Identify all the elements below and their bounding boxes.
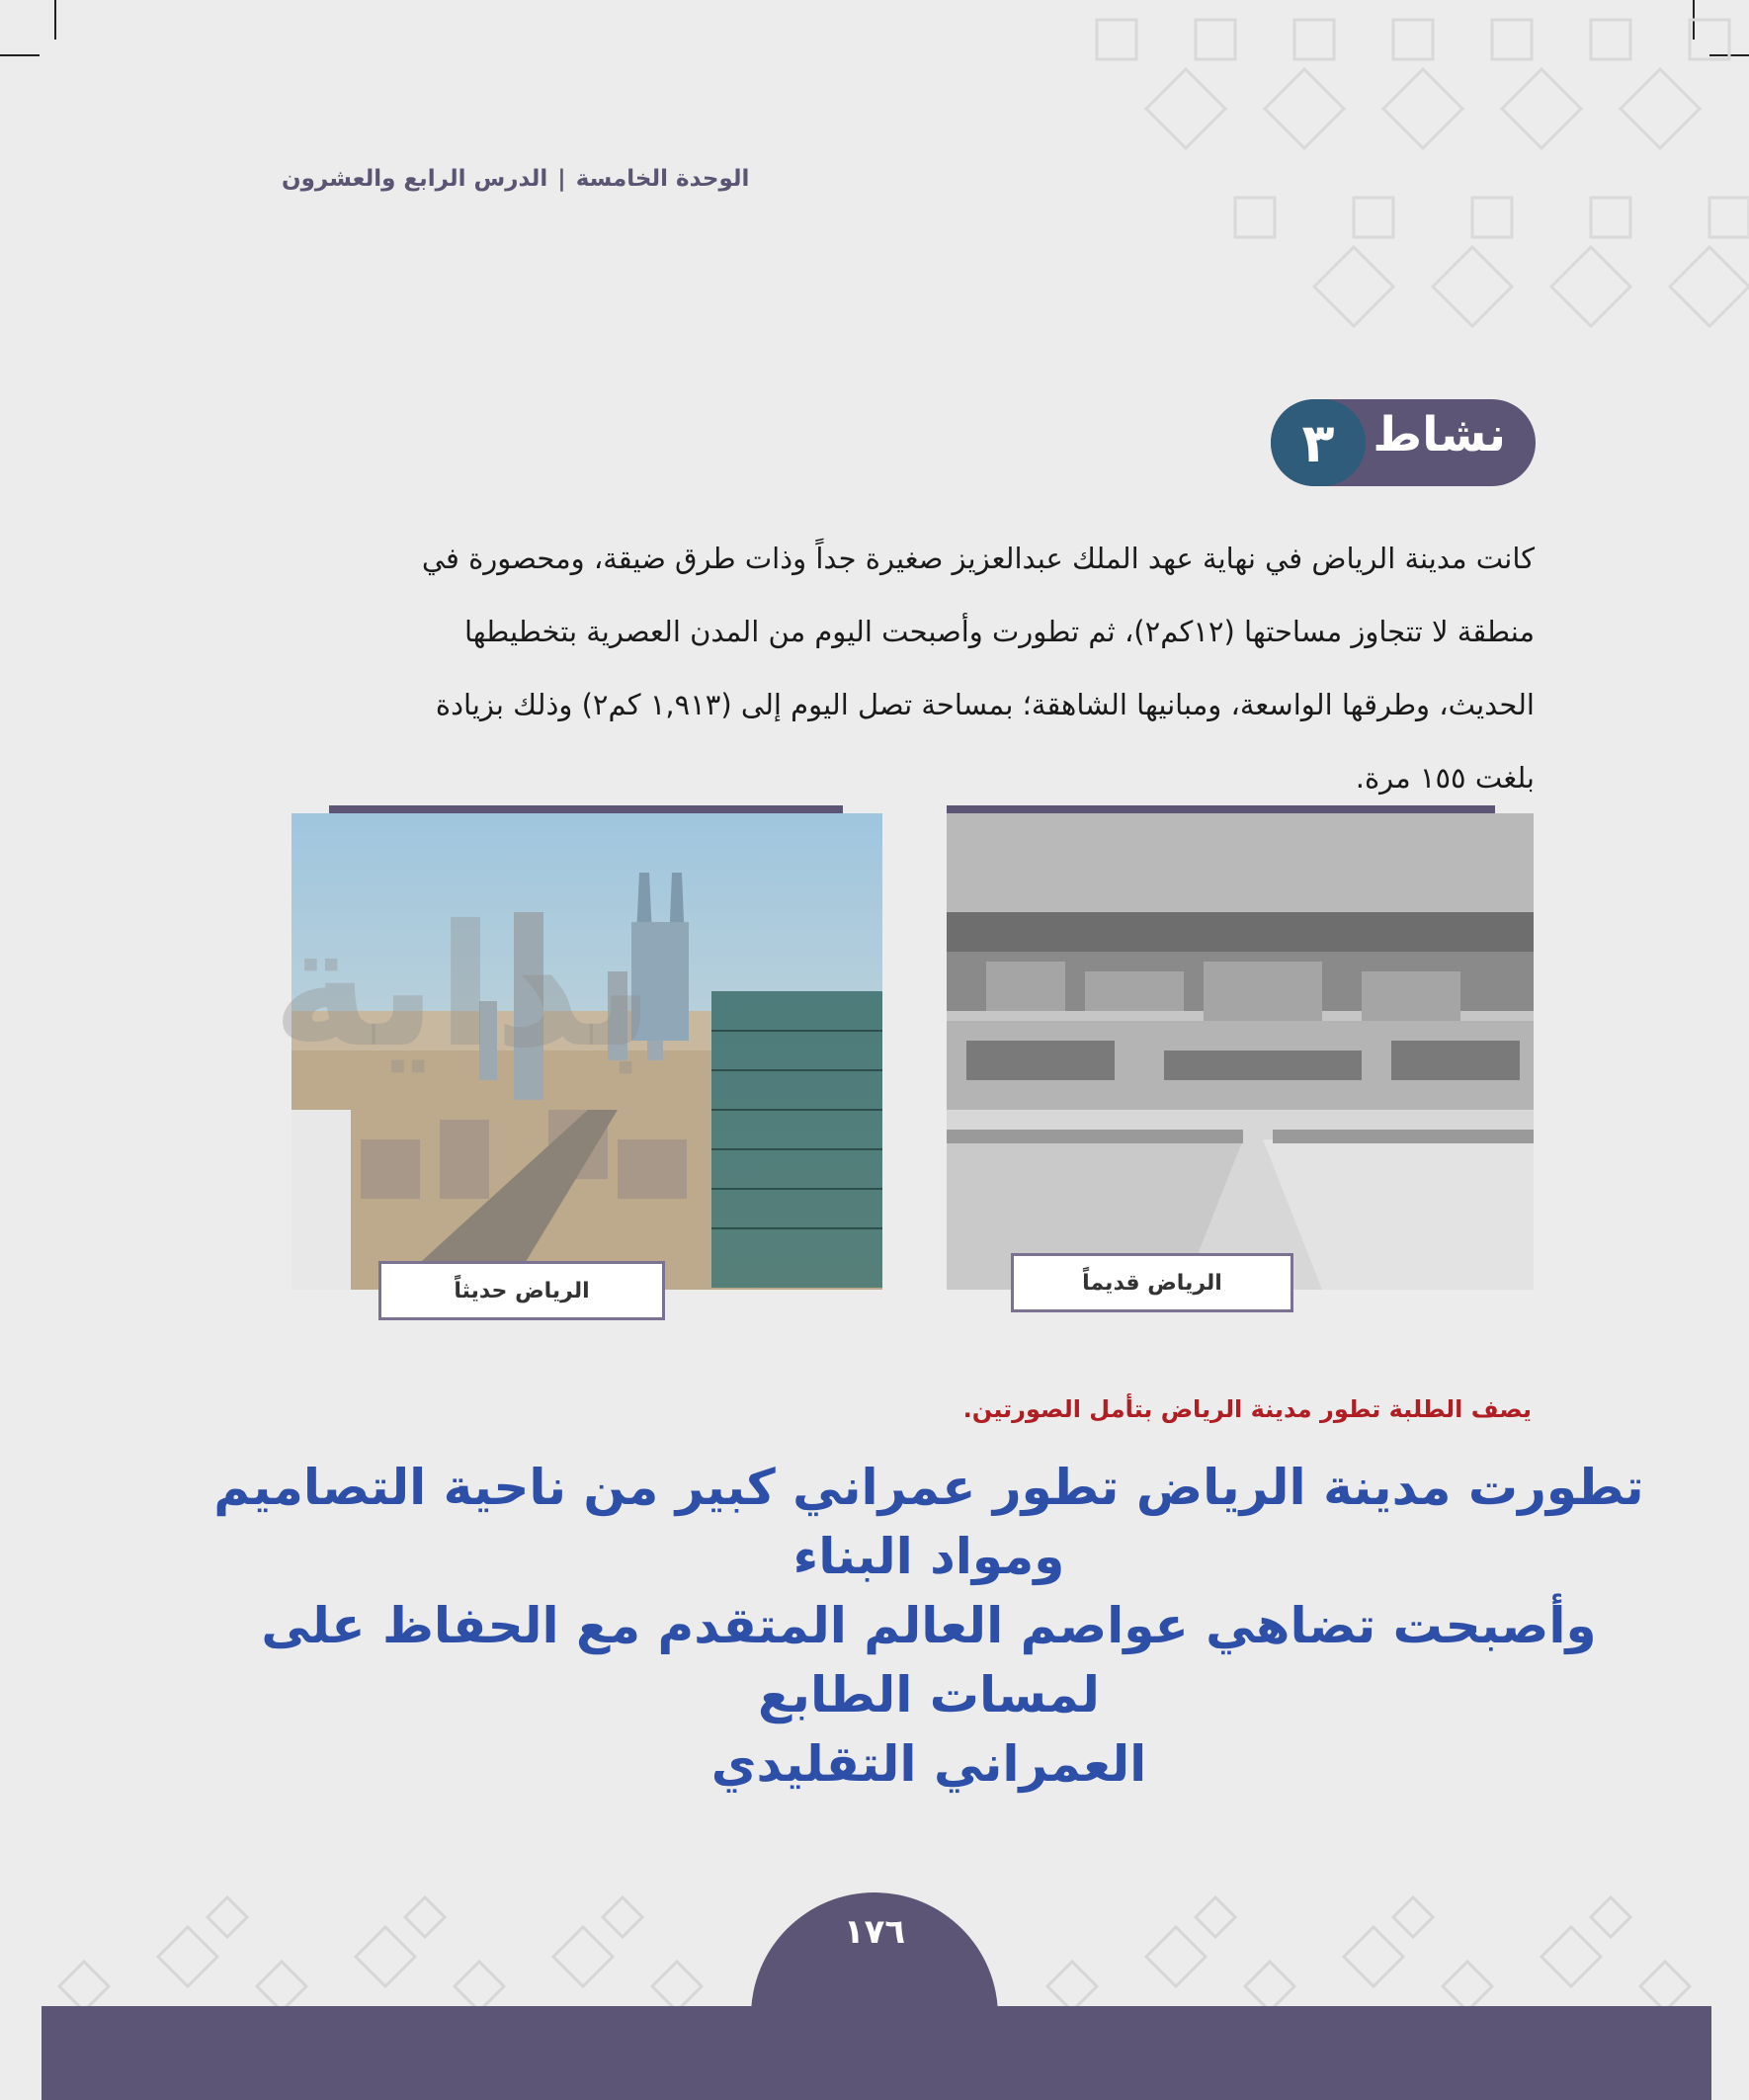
- answer-line: وأصبحت تضاهي عواصم العالم المتقدم مع الحفاظ على لمسات الطابع: [261, 1597, 1597, 1723]
- answer-line: تطورت مدينة الرياض تطور عمراني كبير من ناحية التصاميم ومواد البناء: [213, 1459, 1644, 1585]
- modern-photo-caption: الرياض حديثاً: [378, 1261, 665, 1320]
- paragraph-line: الحديث، وطرقها الواسعة، ومبانيها الشاهقة؛ بمساحة تصل اليوم إلى (١,٩١٣ كم٢) وذلك بزيادة: [435, 688, 1535, 721]
- teacher-note: يصف الطلبة تطور مدينة الرياض بتأمل الصورتين.: [962, 1395, 1532, 1423]
- paragraph-line: منطقة لا تتجاوز مساحتها (١٢كم٢)، ثم تطورت وأصبحت اليوم من المدن العصرية بتخطيطها: [463, 615, 1535, 648]
- modern-photo-frame: [329, 805, 843, 813]
- header-separator: |: [557, 166, 566, 192]
- riyadh-old-photo: [947, 813, 1534, 1290]
- page-number: ١٧٦: [843, 1912, 906, 1952]
- crop-mark: [54, 0, 56, 40]
- watermark-logo: بداية: [272, 889, 655, 1085]
- paragraph-line: بلغت ١٥٥ مرة.: [1355, 761, 1535, 795]
- unit-title: الوحدة الخامسة: [575, 166, 750, 192]
- old-photo-frame: [947, 805, 1495, 813]
- answer-line: العمراني التقليدي: [710, 1735, 1147, 1793]
- running-header: [282, 166, 749, 192]
- crop-mark: [0, 54, 40, 56]
- activity-badge: [1271, 399, 1536, 486]
- activity-label: نشاط: [1373, 407, 1506, 462]
- student-answer: [198, 1453, 1660, 1799]
- paragraph-line: كانت مدينة الرياض في نهاية عهد الملك عبدالعزيز صغيرة جداً وذات طرق ضيقة، ومحصورة في: [421, 542, 1535, 575]
- activity-number: ٣: [1271, 399, 1366, 486]
- decorative-pattern-top: [1018, 0, 1749, 356]
- lesson-title: الدرس الرابع والعشرون: [282, 166, 548, 192]
- activity-paragraph: [282, 522, 1535, 814]
- old-photo-caption: الرياض قديماً: [1011, 1253, 1293, 1312]
